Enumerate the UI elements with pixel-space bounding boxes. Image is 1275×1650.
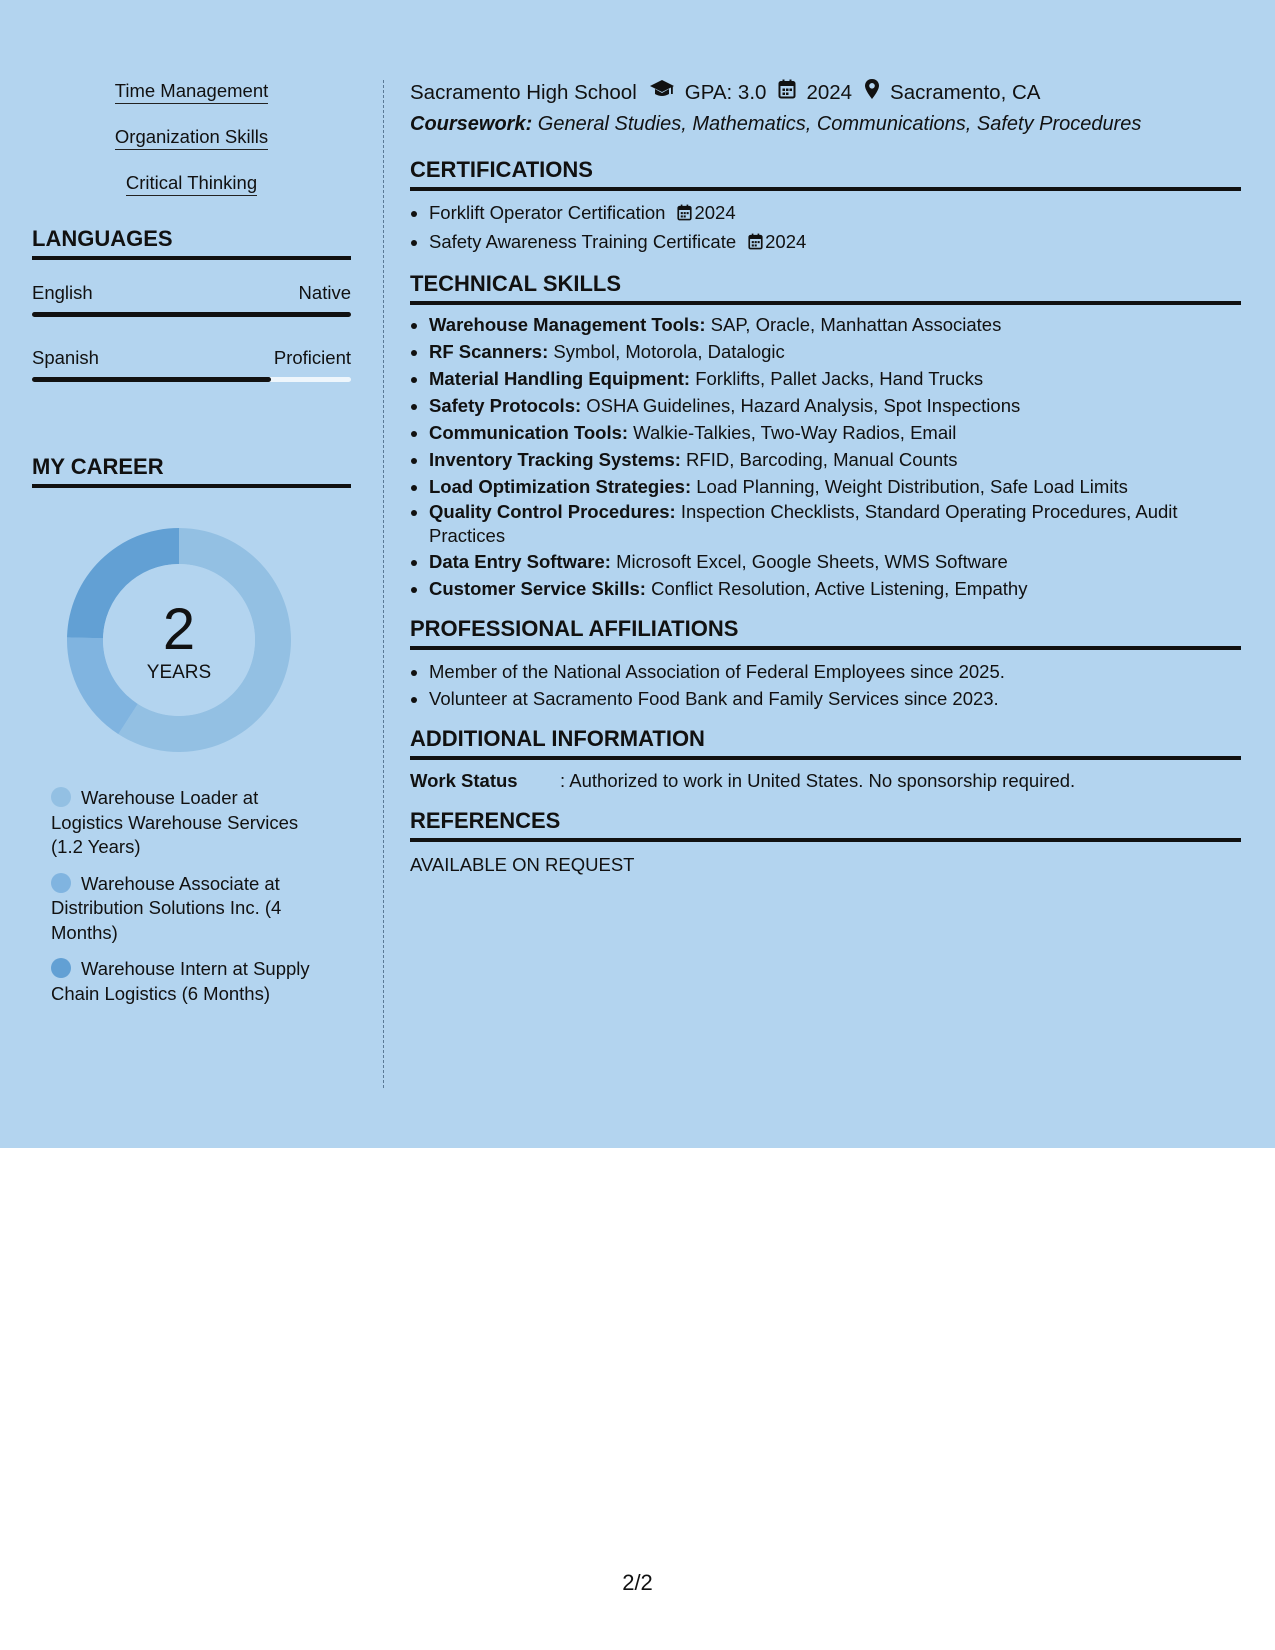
skill-values: SAP, Oracle, Manhattan Associates [705, 314, 1002, 335]
certifications-title: CERTIFICATIONS [410, 157, 1241, 191]
list-item [429, 228, 1241, 257]
education-location: Sacramento, CA [890, 80, 1041, 104]
skill-category: Customer Service Skills: [429, 578, 646, 599]
cert-name: Safety Awareness Training Certificate [429, 231, 737, 252]
legend-label: Warehouse Associate at Distribution Solutions Inc. (4 Months) [51, 872, 282, 943]
skill-values: Conflict Resolution, Active Listening, Empathy [645, 578, 1028, 599]
calendar-icon [677, 201, 692, 228]
skill-item: Organization Skills [115, 126, 268, 150]
language-item [32, 347, 351, 382]
graduation-cap-icon [649, 79, 675, 106]
cert-year: 2024 [694, 202, 736, 223]
legend-dot [51, 873, 71, 893]
education-year: 2024 [806, 80, 853, 104]
language-bar [32, 377, 351, 382]
language-item [32, 282, 351, 317]
legend-item [51, 957, 326, 1006]
career-section [32, 454, 351, 1006]
list-item [429, 575, 1241, 602]
list-item [429, 392, 1241, 419]
technical-skills-title: TECHNICAL SKILLS [410, 271, 1241, 305]
language-bar-fill [32, 377, 271, 382]
location-pin-icon [864, 78, 880, 107]
skill-values: OSHA Guidelines, Hazard Analysis, Spot Inspections [581, 395, 1021, 416]
skill-values: Symbol, Motorola, Datalogic [548, 341, 785, 362]
gpa: GPA: 3.0 [684, 80, 767, 104]
career-legend [51, 786, 326, 1006]
list-item: • Member of the National Association of Federal Employees since 2025. [429, 658, 1241, 685]
languages-section [32, 226, 351, 382]
skill-item: Time Management [115, 80, 269, 104]
list-item [429, 500, 1241, 548]
references-section [410, 808, 1241, 878]
legend-item [51, 786, 326, 860]
language-level: Native [298, 282, 351, 303]
work-status-label: Work Status [410, 770, 518, 791]
list-item [429, 365, 1241, 392]
skill-values: Forklifts, Pallet Jacks, Hand Trucks [690, 368, 984, 389]
skill-category: Data Entry Software: [429, 551, 611, 572]
column-divider [383, 80, 384, 1088]
skill-category: Load Optimization Strategies: [429, 476, 692, 497]
skill-values: Inspection Checklists, Standard Operating Procedures, Audit Practices [429, 501, 1178, 546]
skill-category: RF Scanners: [429, 341, 549, 362]
certifications-list [410, 199, 1241, 257]
references-text: AVAILABLE ON REQUEST [410, 854, 635, 875]
list-item [429, 548, 1241, 575]
languages-title: LANGUAGES [32, 226, 351, 260]
technical-skills-list [410, 311, 1241, 602]
technical-skills-section [410, 271, 1241, 602]
coursework-text: General Studies, Mathematics, Communications, Safety Procedures [532, 113, 1142, 135]
skills-list [32, 80, 351, 196]
language-bar-fill [32, 312, 351, 317]
skill-values: RFID, Barcoding, Manual Counts [680, 449, 958, 470]
list-item [429, 419, 1241, 446]
calendar-icon [748, 230, 763, 257]
language-name: Spanish [32, 347, 99, 368]
additional-info-section [410, 726, 1241, 794]
school-name: Sacramento High School [410, 80, 637, 104]
career-unit: YEARS [146, 662, 212, 683]
career-title: MY CAREER [32, 454, 351, 488]
language-name: English [32, 282, 93, 303]
skill-category: Communication Tools: [429, 422, 629, 443]
references-title: REFERENCES [410, 808, 1241, 842]
education-entry [410, 78, 1241, 137]
affiliations-section [410, 616, 1241, 712]
list-item [429, 311, 1241, 338]
skill-category: Inventory Tracking Systems: [429, 449, 681, 470]
affiliations-list [410, 658, 1241, 712]
certifications-section [410, 157, 1241, 257]
skill-category: Warehouse Management Tools: [429, 314, 706, 335]
career-donut [67, 528, 291, 752]
skill-category: Safety Protocols: [429, 395, 582, 416]
affiliations-title: PROFESSIONAL AFFILIATIONS [410, 616, 1241, 650]
work-status-row [410, 768, 1241, 794]
right-column [410, 78, 1241, 878]
calendar-icon [778, 79, 796, 106]
list-item [429, 473, 1241, 500]
skill-values: Load Planning, Weight Distribution, Safe Load Limits [691, 476, 1128, 497]
skill-category: Material Handling Equipment: [429, 368, 691, 389]
additional-info-title: ADDITIONAL INFORMATION [410, 726, 1241, 760]
legend-label: Warehouse Loader at Logistics Warehouse Services (1.2 Years) [51, 787, 299, 857]
skill-values: Microsoft Excel, Google Sheets, WMS Software [610, 551, 1008, 572]
language-bar [32, 312, 351, 317]
left-column [32, 80, 351, 1018]
page-number: 2/2 [622, 1570, 653, 1595]
cert-year: 2024 [765, 231, 807, 252]
coursework-label: Coursework: [410, 113, 533, 135]
cert-name: Forklift Operator Certification [429, 202, 666, 223]
legend-label: Warehouse Intern at Supply Chain Logistics (6 Months) [51, 958, 310, 1004]
list-item [429, 199, 1241, 228]
coursework [410, 111, 1241, 137]
career-total: 2 [162, 597, 196, 662]
legend-dot [51, 958, 71, 978]
list-item [429, 446, 1241, 473]
list-item [429, 338, 1241, 365]
legend-dot [51, 787, 71, 807]
skill-category: Quality Control Procedures: [429, 501, 676, 522]
skill-values: Walkie-Talkies, Two-Way Radios, Email [628, 422, 957, 443]
skill-item: Critical Thinking [126, 172, 257, 196]
language-level: Proficient [273, 347, 351, 368]
legend-item [51, 872, 326, 946]
list-item: • Volunteer at Sacramento Food Bank and Family Services since 2023. [429, 685, 1241, 712]
work-status-value: : Authorized to work in United States. No sponsorship required. [560, 770, 1076, 791]
